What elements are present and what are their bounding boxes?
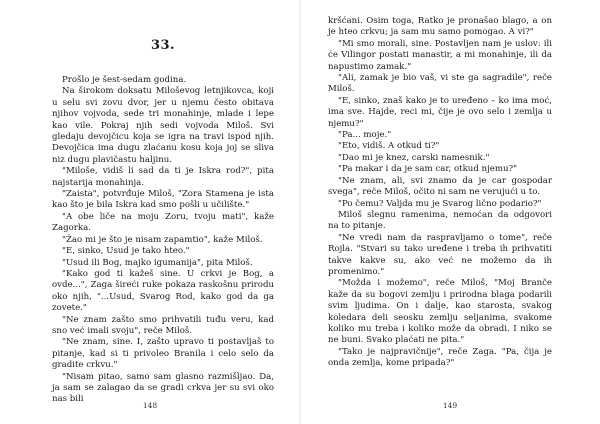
paragraph: "Možda i možemo", reče Miloš, "Moj Branče kaže da su bogovi zemlju i prirodna blaga podarili svim ljudima. On i dalje, kao starosta, svakog koledara deli seosku zemlju seljanima, svakome koliko mu treba i koliko može da obradi. I niko se ne buni. Svako plaćati ne pita." [328,278,552,346]
paragraph: Prošlo je šest-sedam godina. [62,75,187,85]
paragraph: "Pa... moje." [338,130,392,141]
paragraph: "Pa makar i da je sam car, otkud njemu?" [338,164,518,175]
paragraph: "Kako god ti kažeš sine. U crkvi je Bog, a ovde...", Zaga šireći ruke pokaza raskošnu prirodu oko njih, "...Usud, Svarog Rod, kako god da gа zovete." [52,268,274,314]
page-number-right: 149 [442,401,458,410]
paragraph: "Eto, vidiš. A otkud ti?" [338,141,440,152]
paragraph: "Žao mi je što je nisam zapamtio", kaže Miloš. [62,234,263,245]
paragraph: "Dao mi je knez, carski namesnik." [338,152,490,163]
paragraph: "Ne znam, sine. I, zašto upravo ti postavljaš to pitanje, kad si ti privoleo Branila i celo selo da gradite crkvu." [52,337,274,371]
paragraph: "Ali, zamak je bio vaš, vi ste ga sagradile", reče Miloš. [328,73,552,95]
paragraph: "Usud ili Bog, majko igumanija", pita Miloš. [62,257,253,268]
paragraph: "Miloše, vidiš li sad da ti je Iskra rod?", pita najstarija monahinja. [52,166,274,188]
paragraph: Miloš slegnu ramenima, nemoćan da odgovori na to pitanje. [328,209,552,232]
paragraph: "Po čemu? Valjda mu je Svarog lično podario?" [338,198,542,209]
page-number-left: 148 [142,401,158,410]
paragraph: "A obe liče na moju Zoru, tvoju mati", kaže Zagorka. [52,211,274,234]
paragraph: kršćani. Osim toga, Ratko je pronašao blago, a on je hteo crkvu; ja sam mu samo pomogao. A vi?" [328,16,552,38]
paragraph: Na širokom doksatu Miloševog letnjikovca, koji u selu svi zovu dvor, jer u njemu često obitava njihov vojvoda, sede tri monahinje, mlade i lepe kao vile. Pokraj njih sedi vojvoda Miloš. Svi gledaju devojčicu koja se igra na travi ispod njih. Devojčica ima dugu zlaćanu kosu koja joj se sliva niz dugu plavičastu haljinu. [52,86,274,165]
paragraph: "Mi smo morali, sine. Postavljen nam je uslov: ili će Vilingor postati manastir, a mi monahinje, ili da napustimo zamak." [328,38,552,72]
right-page-text [328,16,552,370]
paragraph: "Tako je najpravičnije", reče Zaga. "Pa, čija je onda zemlja, kome pripada?" [328,346,552,369]
paragraph: "E, sinko, Usud je tako hteo." [62,246,190,257]
paragraph: "Nisam pitao, samo sam glasno razmišljao. Da, ja sam se zalagao da se gradi crkva jer su svi oko nas bili [52,371,274,405]
paragraph: "E, sinko, znaš kako je to uređeno – ko ima moć, ima sve. Hajde, reci mi, čije je ovo selo i zemlja u njemu?" [328,95,552,129]
paragraph: "Ne znam, ali, svi znamo da je car gospodar svega", reče Miloš, očito ni sam ne verujući u to. [328,175,552,198]
left-page-text [52,75,274,406]
paragraph: "Ne vredi nam da raspravljamo o tome", reče Rojla. "Stvari su tako uređene i treba ih prihvatiti takve kakve su, ako već ne možemo da ih promenimo." [328,232,552,277]
right-page [300,0,600,424]
chapter-number: 33. [150,38,176,53]
paragraph: "Zaista", potvrđuje Miloš, "Zora Stamena je ista kao što je bila Iskra kad smo pošli u učilište." [52,189,274,211]
paragraph: "Ne znam zašto smo prihvatili tuđu veru, kad sno već imali svoju", reče Miloš. [52,314,274,336]
